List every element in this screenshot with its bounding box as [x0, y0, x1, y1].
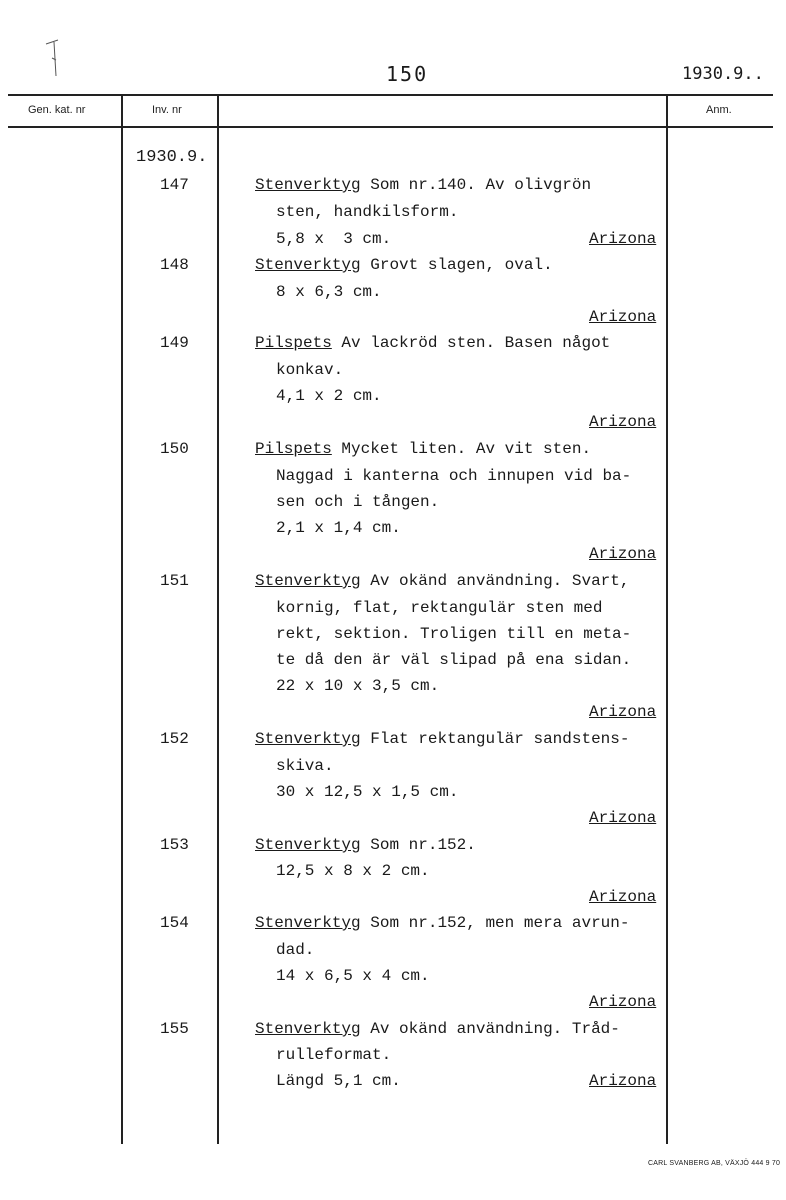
place-label: Arizona	[589, 1072, 657, 1090]
entry-line: Stenverktyg Av okänd användning. Tråd-	[255, 1020, 620, 1038]
place-label: Arizona	[589, 230, 657, 248]
entry-line: 30 x 12,5 x 1,5 cm.	[276, 783, 459, 801]
series-number: 1930.9..	[682, 64, 764, 84]
entry-line: Naggad i kanterna och innupen vid ba-	[276, 467, 632, 485]
entry-line: sen och i tången.	[276, 493, 440, 511]
pencil-mark	[44, 38, 60, 78]
object-type: Stenverktyg	[255, 176, 361, 194]
object-type: Pilspets	[255, 334, 332, 352]
page-number: 150	[386, 62, 429, 86]
entry-line: Stenverktyg Som nr.140. Av olivgrön	[255, 176, 592, 194]
entry-line: Stenverktyg Som nr.152, men mera avrun-	[255, 914, 630, 932]
entry-line: dad.	[276, 941, 315, 959]
column-divider-3	[666, 96, 668, 1144]
place-label: Arizona	[589, 413, 657, 431]
object-type: Stenverktyg	[255, 1020, 361, 1038]
column-header-anm: Anm.	[706, 104, 732, 116]
entry-line: 5,8 x 3 cm.	[276, 230, 392, 248]
object-type: Stenverktyg	[255, 730, 361, 748]
place-label: Arizona	[589, 308, 657, 326]
column-divider-2	[217, 96, 219, 1144]
column-header-inv-nr: Inv. nr	[152, 104, 182, 116]
inv-number: 148	[160, 256, 189, 274]
entry-line: Stenverktyg Som nr.152.	[255, 836, 476, 854]
entry-line: Stenverktyg Grovt slagen, oval.	[255, 256, 553, 274]
place-label: Arizona	[589, 809, 657, 827]
object-type: Stenverktyg	[255, 256, 361, 274]
inv-number: 155	[160, 1020, 189, 1038]
entry-line: te då den är väl slipad på ena sidan.	[276, 651, 632, 669]
inv-number: 152	[160, 730, 189, 748]
place-label: Arizona	[589, 993, 657, 1011]
entry-line: 12,5 x 8 x 2 cm.	[276, 862, 430, 880]
object-type: Pilspets	[255, 440, 332, 458]
entry-line: Stenverktyg Av okänd användning. Svart,	[255, 572, 630, 590]
entry-line: 4,1 x 2 cm.	[276, 387, 382, 405]
entry-line: Pilspets Av lackröd sten. Basen något	[255, 334, 611, 352]
printer-imprint: CARL SVANBERG AB, VÄXJÖ 444 9 70	[648, 1160, 781, 1167]
entry-line: Stenverktyg Flat rektangulär sandstens-	[255, 730, 630, 748]
entry-line: Längd 5,1 cm.	[276, 1072, 401, 1090]
entry-line: rulleformat.	[276, 1046, 392, 1064]
entry-line: 14 x 6,5 x 4 cm.	[276, 967, 430, 985]
entry-line: rekt, sektion. Troligen till en meta-	[276, 625, 632, 643]
place-label: Arizona	[589, 703, 657, 721]
column-divider-1	[121, 96, 123, 1144]
inv-number: 150	[160, 440, 189, 458]
place-label: Arizona	[589, 545, 657, 563]
inv-number: 149	[160, 334, 189, 352]
entry-line: 2,1 x 1,4 cm.	[276, 519, 401, 537]
inv-number: 151	[160, 572, 189, 590]
entry-line: 8 x 6,3 cm.	[276, 283, 382, 301]
entry-line: sten, handkilsform.	[276, 203, 459, 221]
inv-number: 147	[160, 176, 189, 194]
column-header-gen-kat-nr: Gen. kat. nr	[28, 104, 86, 116]
entry-line: skiva.	[276, 757, 334, 775]
entry-line: kornig, flat, rektangulär sten med	[276, 599, 603, 617]
place-label: Arizona	[589, 888, 657, 906]
entry-line: 22 x 10 x 3,5 cm.	[276, 677, 440, 695]
year-prefix: 1930.9.	[136, 148, 208, 167]
entry-line: konkav.	[276, 361, 344, 379]
inv-number: 154	[160, 914, 189, 932]
inv-number: 153	[160, 836, 189, 854]
entry-line: Pilspets Mycket liten. Av vit sten.	[255, 440, 592, 458]
object-type: Stenverktyg	[255, 572, 361, 590]
object-type: Stenverktyg	[255, 836, 361, 854]
object-type: Stenverktyg	[255, 914, 361, 932]
